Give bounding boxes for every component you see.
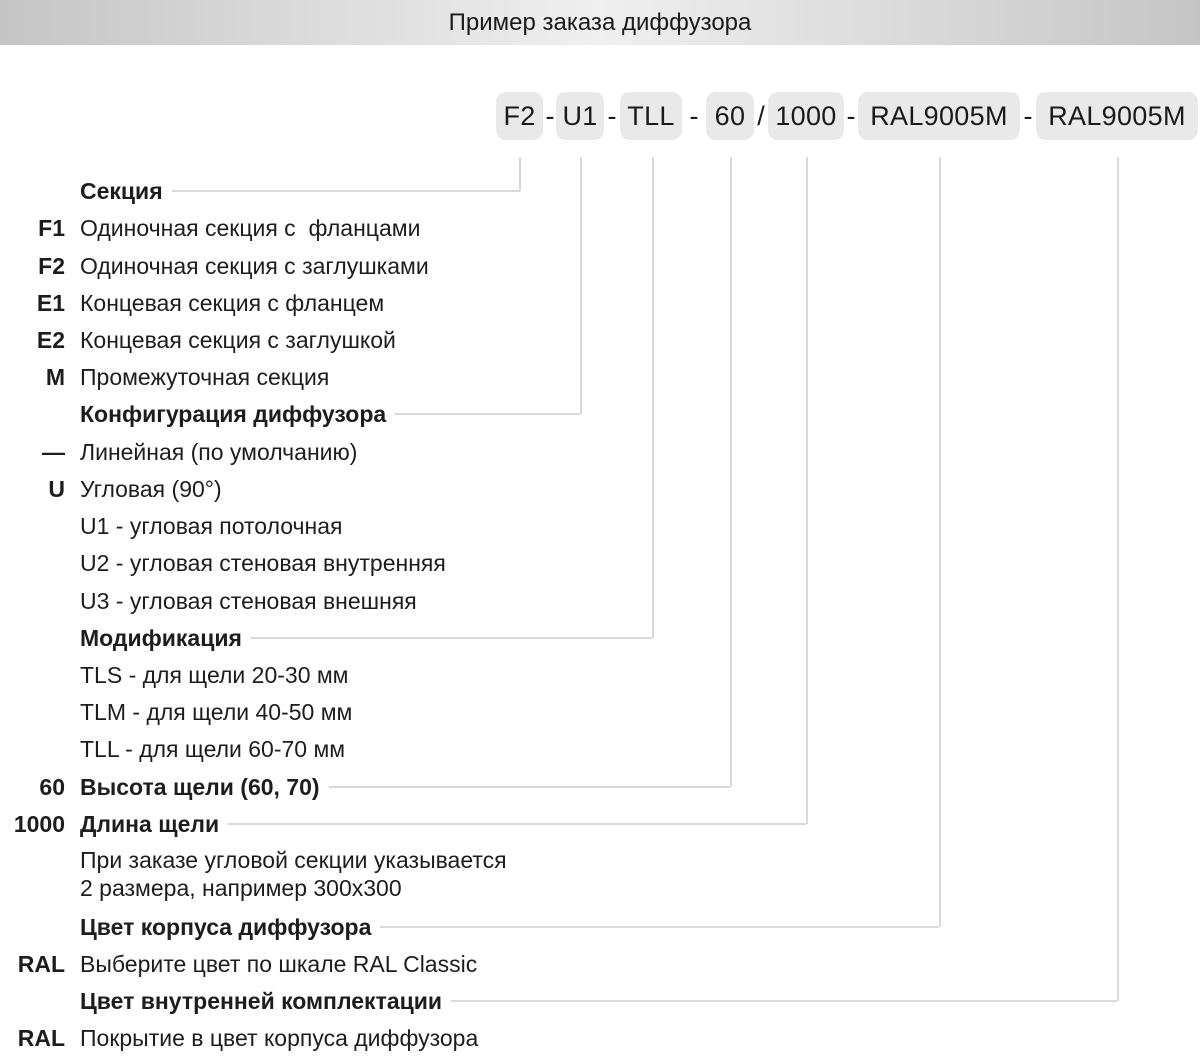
item-text: U3 - угловая стеновая внешняя [80,588,417,614]
connector-hline-slot-height [329,786,730,788]
item-text: U1 - угловая потолочная [80,513,343,539]
title-bar [0,0,1200,45]
legend-item [0,511,1200,541]
legend-header-slot-length [80,809,806,839]
connector-hline-configuration [395,413,580,415]
item-key: 60 [39,774,65,800]
item-text: U2 - угловая стеновая внутренняя [80,550,446,576]
item-text: TLL - для щели 60-70 мм [80,736,346,762]
legend-header-modification-label: Модификация [80,624,242,651]
item-text: Одиночная секция с заглушками [80,253,429,279]
legend-header-inner-color [80,986,1117,1016]
legend-item [0,548,1200,578]
note-line: При заказе угловой секции указывается [80,847,507,873]
item-key: M [45,364,65,390]
legend-header-configuration [80,399,580,429]
connector-hline-section [172,190,520,192]
legend-item [0,734,1200,764]
item-text: TLS - для щели 20-30 мм [80,662,349,688]
item-key: RAL [17,1025,65,1051]
legend-item [0,362,1200,392]
item-key: RAL [17,951,65,977]
legend-item [0,697,1200,727]
code-box-modification: TLL [620,92,682,140]
code-separator-dash: - [545,100,555,131]
legend-header-slot-length-label: Длина щели [80,810,220,837]
legend-item [0,288,1200,318]
item-text: TLM - для щели 40-50 мм [80,699,353,725]
code-box-slot-length: 1000 [768,92,844,140]
legend-header-section-label: Секция [80,177,163,204]
connector-hline-body-color [380,926,939,928]
item-text: Концевая секция с фланцем [80,290,385,316]
item-key: U [48,476,65,502]
item-text: Угловая (90°) [80,476,222,502]
item-text: Промежуточная секция [80,364,330,390]
legend-header-modification [80,623,652,653]
code-box-inner-color: RAL9005M [1036,92,1198,140]
item-key: F1 [38,215,65,241]
code-box-slot-height: 60 [706,92,754,140]
item-key: F2 [38,253,65,279]
item-text: Выберите цвет по шкале RAL Classic [80,951,478,977]
note-line: 2 размера, например 300х300 [80,875,402,901]
item-key: — [42,439,65,465]
legend-item [0,251,1200,281]
connector-hline-modification [251,637,652,639]
item-key: E2 [36,327,65,353]
code-separator-dash: - [846,100,856,131]
item-text: Линейная (по умолчанию) [80,439,358,465]
legend-header-body-color [80,912,939,942]
connector-hline-slot-length [228,823,806,825]
legend-header-slot-height-label: Высота щели (60, 70) [80,773,320,800]
code-separator-slash: / [757,100,765,131]
legend-item [0,949,1200,979]
legend-item [0,586,1200,616]
legend-item [0,1023,1200,1053]
legend-item [0,474,1200,504]
item-text: Одиночная секция с фланцами [80,215,421,241]
code-separator-dash: - [607,100,617,131]
item-key: 1000 [13,811,65,837]
page-title: Пример заказа диффузора [448,8,752,36]
legend-item [0,660,1200,690]
code-box-body-color: RAL9005M [858,92,1020,140]
legend-item [0,437,1200,467]
legend-header-section [80,176,520,206]
item-text: Покрытие в цвет корпуса диффузора [80,1025,479,1051]
connector-hline-inner-color [451,1000,1117,1002]
item-key: E1 [36,290,65,316]
legend-header-configuration-label: Конфигурация диффузора [80,400,387,427]
code-box-configuration: U1 [556,92,604,140]
legend-item [0,213,1200,243]
legend-header-slot-height [80,772,730,802]
legend-header-inner-color-label: Цвет внутренней комплектации [80,987,443,1014]
legend-item [0,325,1200,355]
item-text: Концевая секция с заглушкой [80,327,396,353]
legend-header-body-color-label: Цвет корпуса диффузора [80,913,372,940]
connector-vline-inner-color [1117,157,1119,1001]
code-box-section: F2 [496,92,543,140]
code-separator-dash: - [689,100,699,131]
code-separator-dash: - [1023,100,1033,131]
